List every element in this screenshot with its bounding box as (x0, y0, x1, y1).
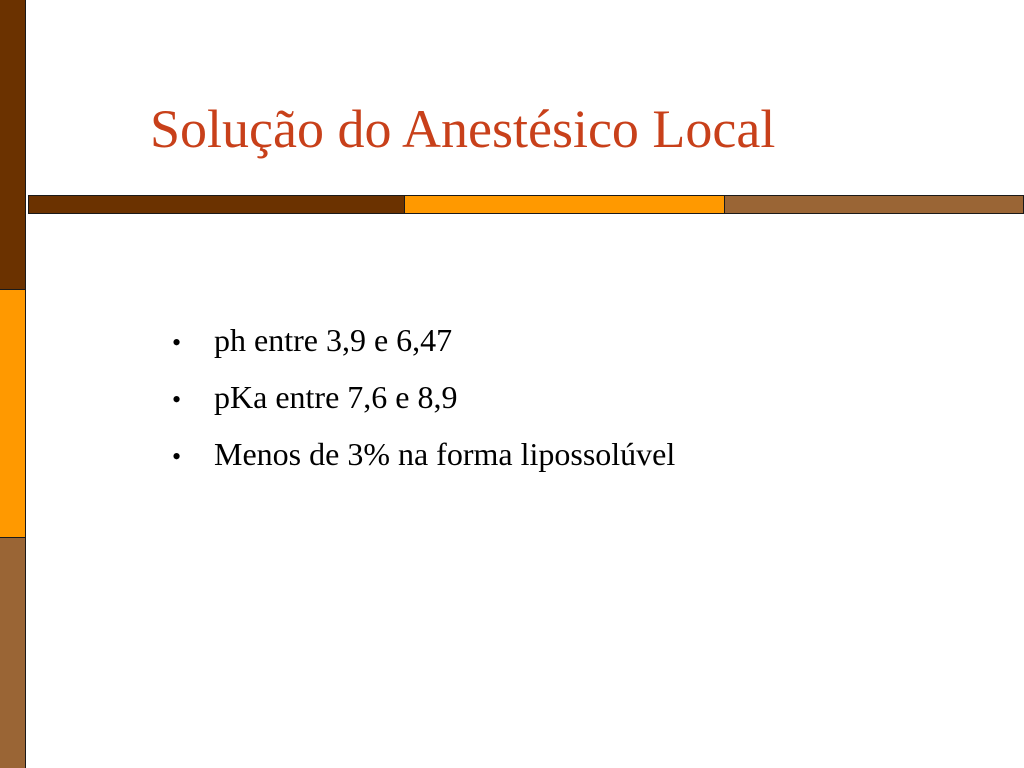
bullet-item (172, 322, 675, 379)
underline-segment-orange (405, 196, 725, 213)
bullet-dot: • (172, 328, 182, 357)
left-decorative-bar (0, 0, 26, 768)
bullet-item (172, 379, 675, 436)
slide-title: Solução do Anestésico Local (150, 99, 776, 159)
underline-segment-light-brown (725, 196, 1023, 213)
bullet-text: ph entre 3,9 e 6,47 (214, 322, 453, 358)
bullet-text: Menos de 3% na forma lipossolúvel (214, 436, 676, 472)
left-bar-segment-light-brown (0, 538, 25, 768)
bullet-item (172, 436, 675, 493)
bullet-dot: • (172, 442, 182, 471)
left-bar-segment-dark-brown (0, 0, 25, 290)
underline-segment-dark-brown (29, 196, 405, 213)
bullet-dot: • (172, 385, 182, 414)
title-underline-bar (28, 195, 1024, 214)
left-bar-segment-orange (0, 290, 25, 538)
bullet-text: pKa entre 7,6 e 8,9 (214, 379, 458, 415)
bullet-list (172, 322, 675, 493)
